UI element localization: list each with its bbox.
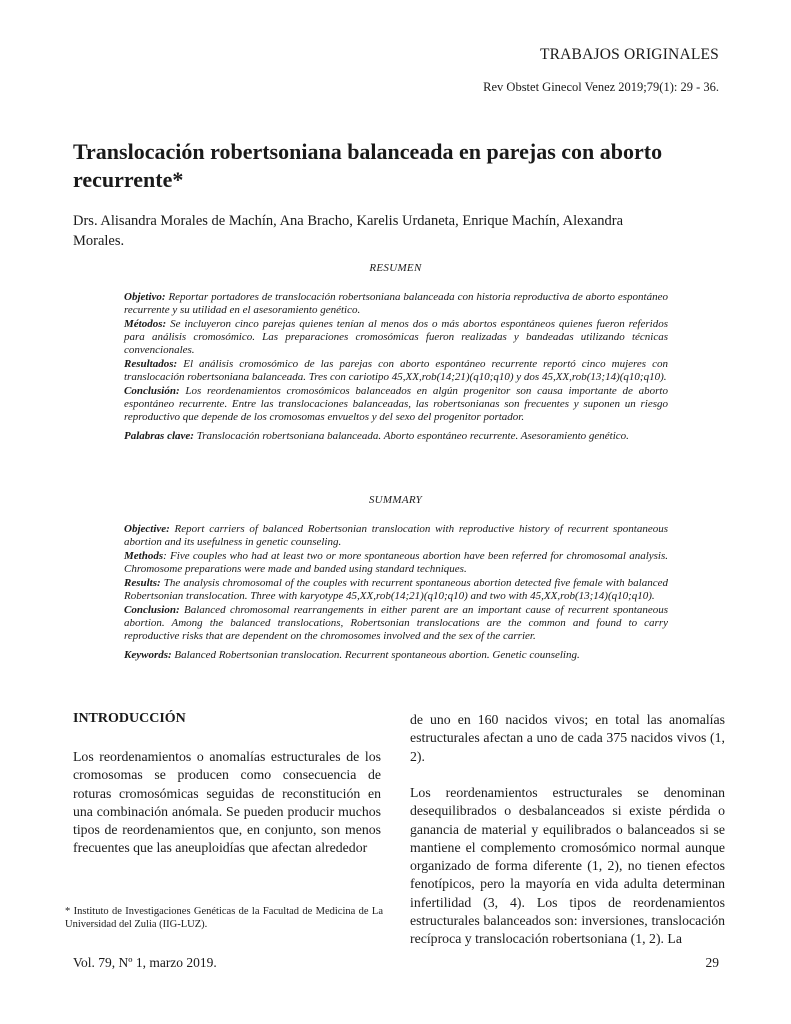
summary-results-label: Results:	[124, 577, 161, 589]
resumen-heading: RESUMEN	[369, 262, 422, 274]
summary-results	[124, 577, 668, 603]
summary-conclusion	[124, 604, 668, 643]
article-title: Translocación robertsoniana balanceada en parejas con aborto recurrente*	[73, 139, 663, 192]
summary-conclusion-text: Balanced chromosomal rearrangements in either parent are an important cause of recurrent spontaneous abortion. Among the balanced translocations, Robertsonian translocations are the common and found to carry reproductive risks that are dependent on the chromosomes involved and the sex of the carrier.	[124, 604, 668, 642]
summary-objective-text: Report carriers of balanced Robertsonian translocation with reproductive history of recurrent spontaneous abortion and its usefulness in genetic counseling.	[124, 523, 668, 548]
section-tag: TRABAJOS ORIGINALES	[539, 46, 719, 63]
resumen-objetivo-label: Objetivo:	[124, 291, 166, 303]
summary-abstract	[124, 523, 668, 663]
author-list: Drs. Alisandra Morales de Machín, Ana Bracho, Karelis Urdaneta, Enrique Machín, Alexandra Morales.	[73, 213, 624, 249]
left-column	[73, 748, 381, 858]
summary-results-text: The analysis chromosomal of the couples with recurrent spontaneous abortion detected five female with balanced Robertsonian translocation. Three with karyotype 45,XX,rob(14;21)(q10;q10) and two with 45,XX,rob(13;14)(q10;q10).	[124, 577, 668, 602]
resumen-metodos	[124, 318, 668, 357]
summary-keywords	[124, 649, 668, 662]
summary-methods-label: Methods	[124, 550, 164, 562]
resumen-resultados-text: El análisis cromosómico de las parejas con aborto espontáneo recurrente reportó cinco mujeres con translocación robertsoniana balanceada. Tres con cariotipo 45,XX,rob(14;21)(q10;q10) y dos 45,XX,rob(13;14)(q10;q10).	[124, 358, 668, 383]
resumen-objetivo-text: Reportar portadores de translocación robertsoniana balanceada con historia reproductiva de aborto espontáneo recurrente y su utilidad en el asesoramiento genético.	[124, 291, 668, 316]
issue-info: Vol. 79, Nº 1, marzo 2019.	[73, 955, 217, 970]
right-column-continued	[410, 784, 725, 949]
summary-keywords-text: Balanced Robertsonian translocation. Recurrent spontaneous abortion. Genetic counseling.	[171, 649, 580, 661]
resumen-keywords	[124, 430, 668, 443]
resumen-keywords-text: Translocación robertsoniana balanceada. Aborto espontáneo recurrente. Asesoramiento genético.	[193, 430, 629, 442]
resumen-keywords-label: Palabras clave:	[124, 430, 194, 442]
summary-conclusion-label: Conclusion:	[124, 604, 180, 616]
resumen-abstract	[124, 291, 668, 444]
left-paragraph-1: Los reordenamientos o anomalías estructurales de los cromosomas se producen como consecuencia de roturas cromosómicas seguidas de reconstitución en una combinación anómala. Se pueden producir muchos tipos de reordenamientos que, en conjunto, son menos frecuentes que las aneuploidías que afectan alrededor	[73, 749, 381, 856]
right-column	[410, 711, 725, 766]
affiliation-footnote: * Instituto de Investigaciones Genéticas de la Facultad de Medicina de La Universidad del Zulia (IIG-LUZ).	[65, 906, 383, 930]
journal-citation: Rev Obstet Ginecol Venez 2019;79(1): 29 - 36.	[483, 80, 719, 94]
summary-objective	[124, 523, 668, 549]
summary-keywords-label: Keywords:	[124, 649, 172, 661]
resumen-conclusion-text: Los reordenamientos cromosómicos balanceados en algún progenitor son causa importante de aborto espontáneo recurrente. Entre las translocaciones balanceadas, las robertsonianas son frecuentes y suponen un riesgo reproductivo que depende de los cromosomas envueltos y del sexo del progenitor portador.	[124, 385, 668, 423]
resumen-resultados-label: Resultados:	[124, 358, 178, 370]
resumen-objetivo	[124, 291, 668, 317]
resumen-metodos-text: Se incluyeron cinco parejas quienes tenían al menos dos o más abortos espontáneos quienes fueron referidos para análisis cromosómico. Las preparaciones cromosómicas fueron realizadas y bandeadas utilizando técnicas convencionales.	[124, 318, 668, 356]
introduction-heading: INTRODUCCIÓN	[73, 711, 186, 726]
right-paragraph-2: Los reordenamientos estructurales se denominan desequilibrados o desbalanceados si existe pérdida o ganancia de material y equilibrados o balanceados si se mantiene el complemento cromosómico normal aunque organizado de forma diferente (1, 2), no tienen efectos fenotípicos, pero la mayoría en vida adulta determinan infertilidad (3, 4). Los tipos de reordenamientos estructurales balanceados son: inversiones, translocación recíproca y translocación robertsoniana (1, 2). La	[410, 785, 725, 947]
summary-objective-label: Objective:	[124, 523, 170, 535]
summary-methods-text: : Five couples who had at least two or more spontaneous abortion have been referred for chromosomal analysis. Chromosome preparations were made and banded using standard techniques.	[124, 550, 668, 575]
right-paragraph-1: de uno en 160 nacidos vivos; en total las anomalías estructurales afectan a uno de cada 375 nacidos vivos (1, 2).	[410, 712, 725, 764]
page-number: 29	[705, 955, 719, 970]
resumen-conclusion	[124, 385, 668, 424]
resumen-resultados	[124, 358, 668, 384]
resumen-metodos-label: Métodos:	[124, 318, 167, 330]
summary-methods	[124, 550, 668, 576]
resumen-conclusion-label: Conclusión:	[124, 385, 180, 397]
summary-heading: SUMMARY	[368, 494, 423, 506]
